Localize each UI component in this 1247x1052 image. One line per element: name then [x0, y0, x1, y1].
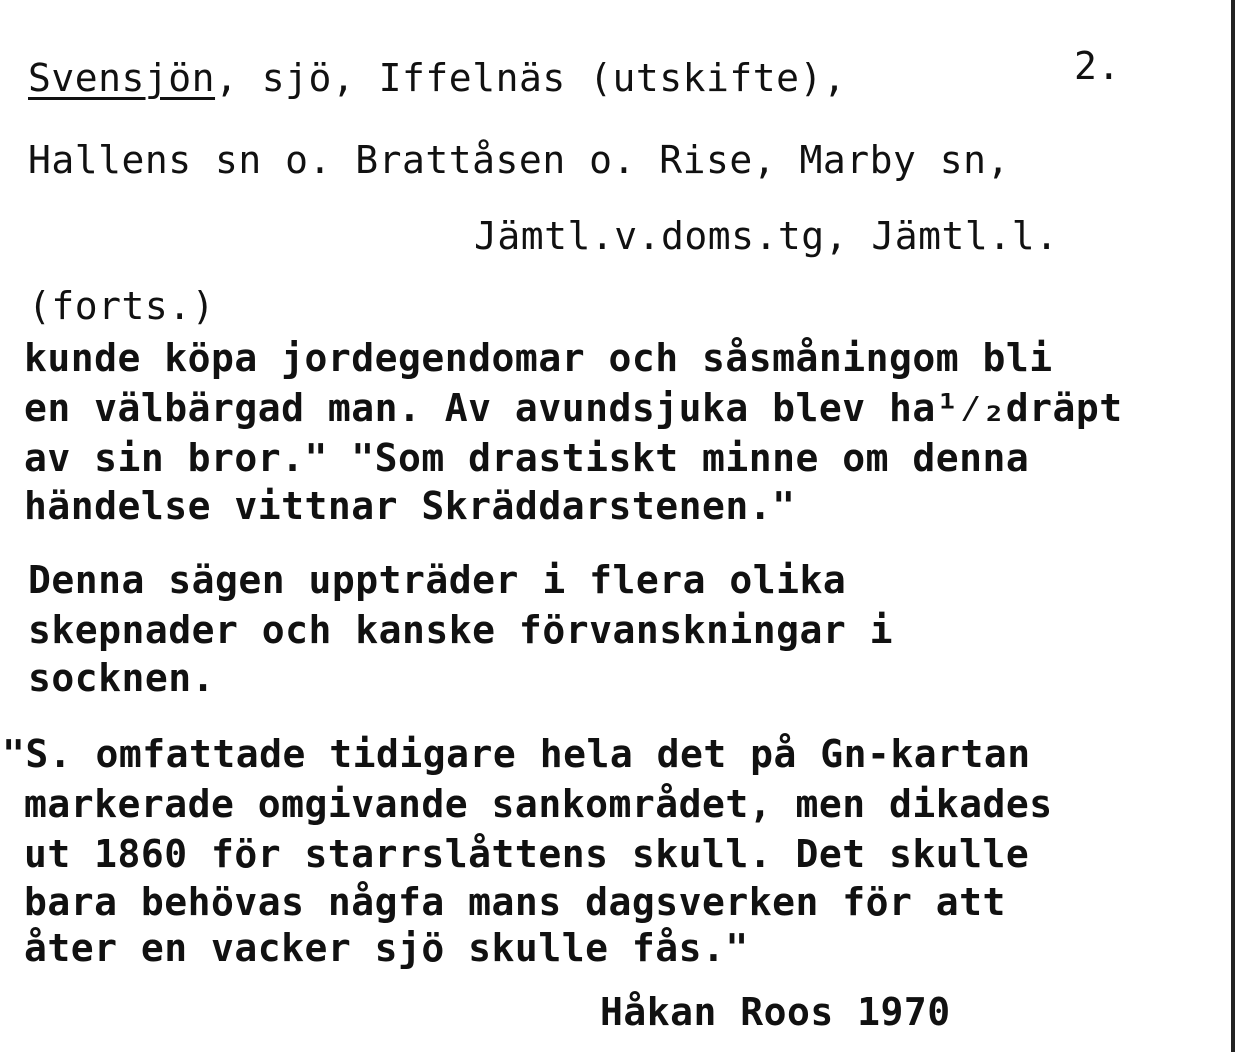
paragraph-3-line-4: bara behövas någfa mans dagsverken för att — [24, 880, 1006, 924]
header-line-3: Jämtl.v.doms.tg, Jämtl.l. — [474, 214, 1059, 258]
paragraph-1-line-2: en välbärgad man. Av avundsjuka blev ha¹⁄₂dräpt — [24, 386, 1123, 430]
paragraph-2-line-2: skepnader och kanske förvanskningar i — [28, 608, 893, 652]
paragraph-3-line-1: "S. omfattade tidigare hela det på Gn-kartan — [2, 732, 1031, 776]
paragraph-1-line-1: kunde köpa jordegendomar och såsmåningom bli — [24, 336, 1053, 380]
forts-label: (forts.) — [28, 284, 216, 328]
paragraph-1-line-4: händelse vittnar Skräddarstenen." — [24, 484, 796, 528]
place-name: Svensjön — [28, 56, 216, 100]
paragraph-1-line-3: av sin bror." "Som drastiskt minne om denna — [24, 436, 1030, 480]
card-right-border — [1231, 0, 1235, 1052]
paragraph-3-line-3: ut 1860 för starrslåttens skull. Det skulle — [24, 832, 1030, 876]
signature: Håkan Roos 1970 — [600, 990, 951, 1034]
paragraph-2-line-3: socknen. — [28, 656, 216, 700]
paragraph-2-line-1: Denna sägen uppträder i flera olika — [28, 558, 847, 602]
header-line-1 — [28, 56, 846, 100]
header-line-1-rest: , sjö, Iffelnäs (utskifte), — [215, 56, 847, 100]
header-line-2: Hallens sn o. Brattåsen o. Rise, Marby sn, — [28, 138, 1010, 182]
paragraph-3-line-5: åter en vacker sjö skulle fås." — [24, 926, 749, 970]
paragraph-3-line-2: markerade omgivande sankområdet, men dikades — [24, 782, 1053, 826]
card-number: 2. — [1074, 44, 1121, 88]
